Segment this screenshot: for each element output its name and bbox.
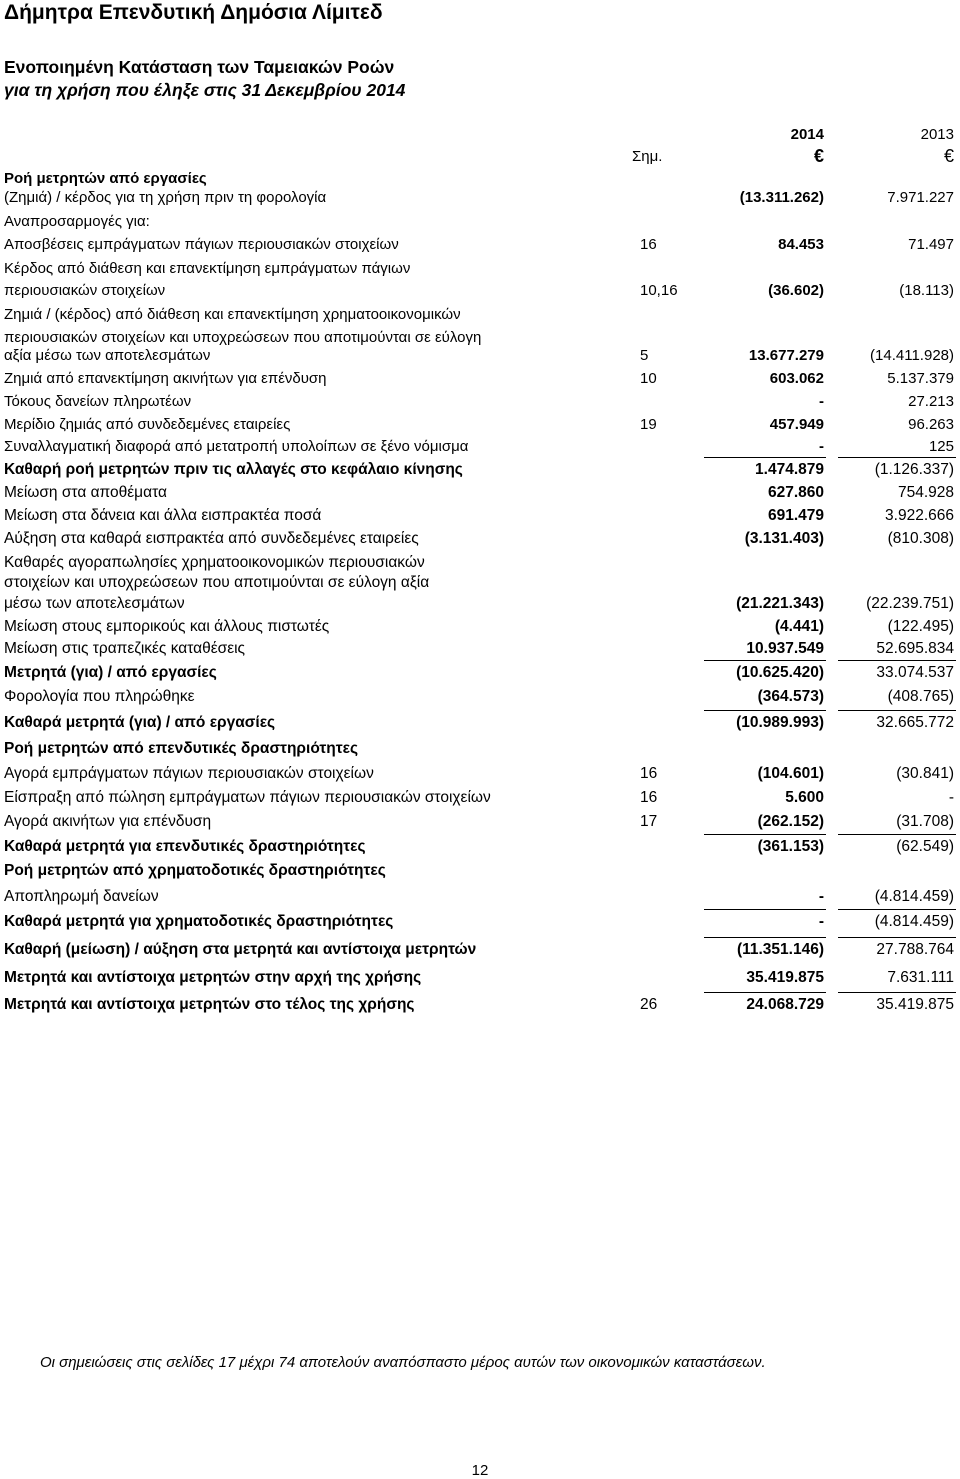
row-label: Μείωση στα αποθέματα [4,484,167,501]
row-value-2014: 691.479 [767,507,824,524]
subtotal-rule-2014 [704,660,826,661]
row-value-2013: 754.928 [897,484,954,501]
row-label: Καθαρή ροή μετρητών πριν τις αλλαγές στο κεφάλαιο κίνησης [4,461,463,478]
row-value-2013: (4.814.459) [874,913,954,930]
row-note-ref: 17 [640,813,658,830]
row-label: Αποσβέσεις εμπράγματων πάγιων περιουσιακών στοιχείων [4,236,399,253]
row-value-2013: 3.922.666 [885,507,954,524]
currency-symbol-2014: € [813,146,824,166]
statement-period: για τη χρήση που έληξε στις 31 Δεκεμβρίου 2014 [4,80,406,100]
row-value-2013: 32.665.772 [876,714,954,731]
row-value-2014: 24.068.729 [746,996,824,1013]
subtotal-rule-2014 [704,834,826,835]
subtotal-rule-2013 [838,992,956,993]
row-note-ref: 5 [640,347,649,364]
row-label: Ζημιά / (κέρδος) από διάθεση και επανεκτίμηση χρηματοοικονομικών [4,306,461,323]
row-label: Ζημιά από επανεκτίμηση ακινήτων για επένδυση [4,370,327,387]
row-label: Μείωση στα δάνεια και άλλα εισπρακτέα ποσά [4,507,322,524]
row-value-2013: (810.308) [887,530,954,547]
row-label: Καθαρή (μείωση) / αύξηση στα μετρητά και αντίστοιχα μετρητών [4,941,477,958]
row-value-2013: 71.497 [908,236,954,253]
row-label: Αγορά ακινήτων για επένδυση [4,813,212,830]
row-value-2013: 35.419.875 [876,996,954,1013]
row-note-ref: 10 [640,370,657,387]
row-value-2014: 603.062 [769,370,824,387]
row-label: αξία μέσω των αποτελεσμάτων [4,347,211,364]
subtotal-rule-2014 [704,457,826,458]
row-label: περιουσιακών στοιχείων και υποχρεώσεων που αποτιμούνται σε εύλογη [4,329,482,346]
subtotal-rule-2014 [704,992,826,993]
row-value-2013: 125 [928,438,954,455]
currency-symbol-2013: € [943,146,954,166]
row-label: Ροή μετρητών από εργασίες [4,170,207,187]
row-label: Καθαρά μετρητά (για) / από εργασίες [4,714,276,731]
row-value-2013: 96.263 [908,416,954,433]
footer-note: Οι σημειώσεις στις σελίδες 17 μέχρι 74 αποτελούν αναπόσπαστο μέρος αυτών των οικονομικών καταστάσεων. [40,1354,766,1371]
subtotal-rule-2014 [704,909,826,910]
row-value-2013: 52.695.834 [876,640,954,657]
row-value-2013: (4.814.459) [874,888,954,905]
row-value-2014: (4.441) [774,618,824,635]
row-value-2013: (62.549) [896,838,954,855]
row-value-2013: 27.788.764 [876,941,954,958]
row-note-ref: 26 [640,996,658,1013]
row-value-2013: (31.708) [896,813,954,830]
row-label: Φορολογία που πληρώθηκε [4,688,195,705]
row-value-2013: 7.971.227 [887,189,954,206]
row-value-2013: (122.495) [887,618,954,635]
row-note-ref: 10,16 [640,282,678,299]
row-value-2014: (21.221.343) [736,595,824,612]
row-label: Αγορά εμπράγματων πάγιων περιουσιακών στοιχείων [4,765,374,782]
row-label: στοιχείων και υποχρεώσεων που αποτιμούνται σε εύλογη αξία [4,574,430,591]
row-value-2014: 627.860 [767,484,824,501]
row-value-2013: (30.841) [896,765,954,782]
subtotal-rule-2014 [704,710,826,711]
row-value-2014: (262.152) [757,813,824,830]
row-label: Ροή μετρητών από χρηματοδοτικές δραστηριότητες [4,862,386,879]
column-header-year-2014: 2014 [790,126,824,143]
row-value-2014: (10.625.420) [736,664,824,681]
subtotal-rule-2013 [838,660,956,661]
subtotal-rule-2013 [838,834,956,835]
row-label: μέσω των αποτελεσμάτων [4,595,185,612]
row-value-2014: - [818,913,824,930]
row-note-ref: 16 [640,789,658,806]
row-label: Ροή μετρητών από επενδυτικές δραστηριότητες [4,740,359,757]
row-value-2013: (14.411.928) [870,347,954,364]
subtotal-rule-2013 [838,909,956,910]
row-label: Καθαρές αγοραπωλησίες χρηματοοικονομικών περιουσιακών [4,554,425,571]
row-label: Μετρητά (για) / από εργασίες [4,664,217,681]
row-value-2014: 5.600 [785,789,824,806]
subtotal-rule-2013 [838,937,956,938]
row-value-2014: (13.311.262) [739,189,824,206]
row-value-2014: 13.677.279 [748,347,824,364]
row-value-2014: (36.602) [768,282,824,299]
row-label: Καθαρά μετρητά για χρηματοδοτικές δραστηριότητες [4,913,394,930]
row-label: Συναλλαγματική διαφορά από μετατροπή υπολοίπων σε ξένο νόμισμα [4,438,469,455]
row-label: Μετρητά και αντίστοιχα μετρητών στην αρχή της χρήσης [4,969,422,986]
row-label: Τόκους δανείων πληρωτέων [4,393,192,410]
row-value-2013: 33.074.537 [876,664,954,681]
row-value-2014: - [818,888,824,905]
column-header-year-2013: 2013 [920,126,954,143]
row-value-2013: 27.213 [908,393,954,410]
row-value-2013: - [948,789,954,806]
company-name: Δήμητρα Επενδυτική Δημόσια Λίμιτεδ [4,1,383,24]
subtotal-rule-2013 [838,457,956,458]
row-value-2014: 10.937.549 [746,640,824,657]
row-value-2014: - [819,438,824,455]
page-number: 12 [471,1462,489,1479]
row-value-2014: - [819,393,824,410]
row-label: περιουσιακών στοιχείων [4,282,166,299]
row-label: Μείωση στους εμπορικούς και άλλους πιστωτές [4,618,330,635]
row-label: Μετρητά και αντίστοιχα μετρητών στο τέλος της χρήσης [4,996,415,1013]
row-label: Αύξηση στα καθαρά εισπρακτέα από συνδεδεμένες εταιρείες [4,530,419,547]
row-value-2014: 1.474.879 [755,461,824,478]
row-value-2014: (3.131.403) [744,530,824,547]
row-value-2014: 35.419.875 [746,969,824,986]
row-label: Κέρδος από διάθεση και επανεκτίμηση εμπράγματων πάγιων [4,260,411,277]
row-label: Καθαρά μετρητά για επενδυτικές δραστηριότητες [4,838,366,855]
row-label: Μερίδιο ζημιάς από συνδεδεμένες εταιρείες [4,416,291,433]
row-label: Μείωση στις τραπεζικές καταθέσεις [4,640,246,657]
row-value-2014: (104.601) [757,765,824,782]
row-value-2013: (1.126.337) [874,461,954,478]
row-value-2013: 7.631.111 [887,969,954,986]
row-value-2014: 457.949 [769,416,824,433]
row-value-2014: (11.351.146) [736,941,824,958]
subtotal-rule-2014 [704,937,826,938]
column-header-note: Σημ. [632,148,663,165]
row-value-2014: (10.989.993) [736,714,824,731]
row-label: (Ζημιά) / κέρδος για τη χρήση πριν τη φορολογία [4,189,327,206]
row-value-2013: 5.137.379 [887,370,954,387]
row-value-2014: (364.573) [757,688,824,705]
row-label: Αναπροσαρμογές για: [4,213,150,230]
row-label: Είσπραξη από πώληση εμπράγματων πάγιων περιουσιακών στοιχείων [4,789,491,806]
row-value-2014: (361.153) [757,838,824,855]
statement-title: Ενοποιημένη Κατάσταση των Ταμειακών Ροών [4,57,395,77]
row-label: Αποπληρωμή δανείων [4,888,159,905]
row-value-2013: (408.765) [887,688,954,705]
row-note-ref: 16 [640,765,658,782]
subtotal-rule-2013 [838,710,956,711]
row-value-2013: (22.239.751) [866,595,954,612]
row-value-2014: 84.453 [778,236,824,253]
row-note-ref: 16 [640,236,657,253]
row-value-2013: (18.113) [899,282,954,299]
row-note-ref: 19 [640,416,657,433]
